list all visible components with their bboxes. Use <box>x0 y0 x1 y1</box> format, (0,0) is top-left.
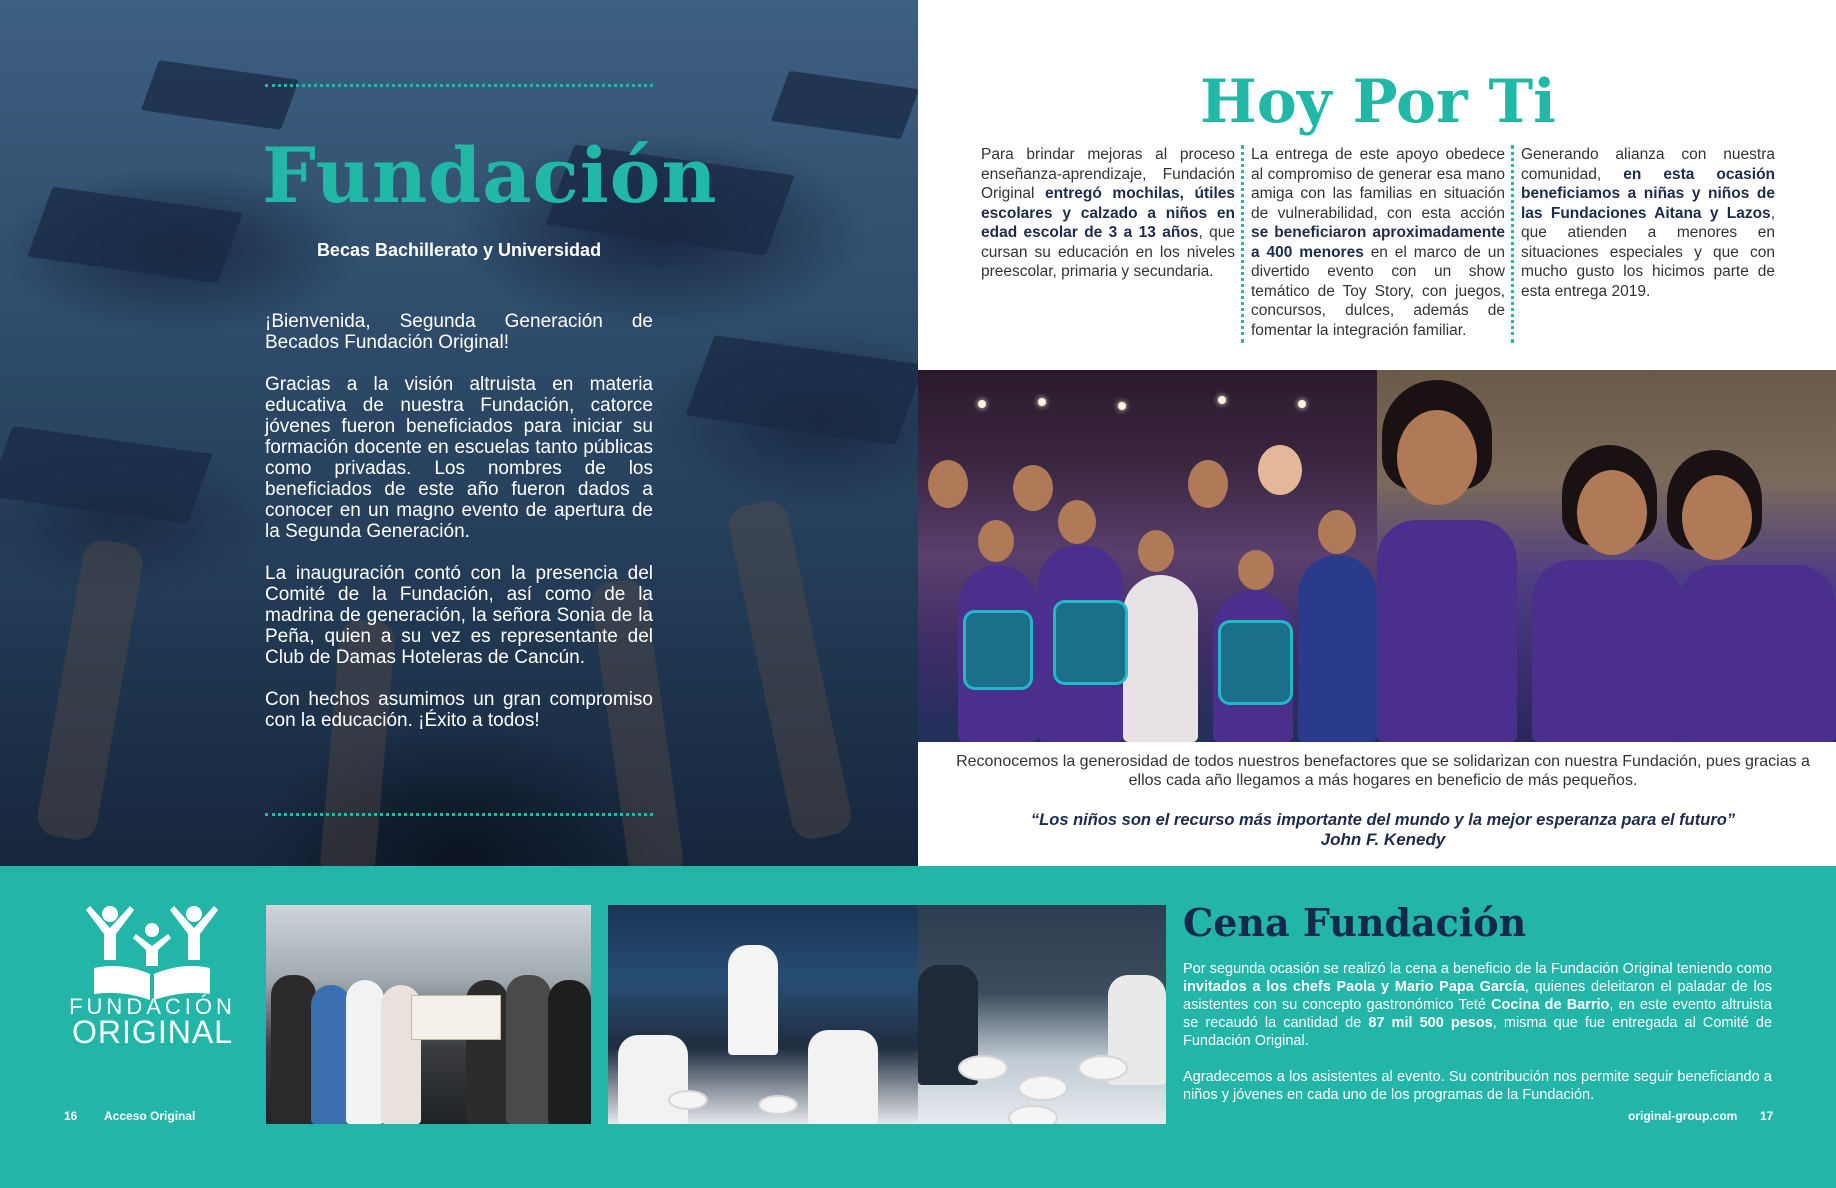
fundacion-body <box>265 311 653 752</box>
dinner-toast-photo <box>918 905 1166 1124</box>
paragraph: Agradecemos a los asistentes al evento. Su contribución nos permite seguir beneficiando a niños y jóvenes en cada uno de los programas de la Fundación. <box>1183 1069 1772 1103</box>
quote-author: John F. Kenedy <box>1320 830 1446 849</box>
paragraph: Por segunda ocasión se realizó la cena a beneficio de la Fundación Original teniendo como invitados a los chefs Paola y Mario Papa García, quienes deleitaron el paladar de los asistentes con su concepto gastronómico Teté Cocina de Barrio, en este evento altruista se recaudó la cantidad de 87 mil 500 pesos, misma que fue entregada al Comité de Fundación Original. <box>1183 961 1773 1049</box>
benefactors-caption: Reconocemos la generosidad de todos nuestros benefactores que se solidarizan con nuestra Fundación, pues gracias a ellos cada año llegamos a más hogares en beneficio de más pequeños. <box>956 753 1810 789</box>
hoy-column-1: Para brindar mejoras al proceso enseñanza-aprendizaje, Fundación Original entregó mochilas, útiles escolares y calzado a niños en edad escolar de 3 a 13 años, que cursan su educación en los niveles preescolar, primaria y secundaria. <box>981 146 1235 280</box>
logo-text-original: ORIGINAL <box>72 1014 233 1050</box>
hoy-column-3: Generando alianza con nuestra comunidad, en esta ocasión beneficiamos a niñas y niños de las Fundaciones Aitana y Lazos, que atienden a menores en situaciones especiales y que con mucho gusto los hicimos parte de esta entrega 2019. <box>1521 146 1775 300</box>
cena-fundacion-title: Cena Fundación <box>1183 900 1527 945</box>
hoy-por-ti-title: Hoy Por Ti <box>1200 67 1556 137</box>
logo-text-fundacion: FUNDACIÓN <box>69 994 236 1019</box>
page-number-left: 16 <box>64 1109 78 1123</box>
magazine-name: Acceso Original <box>104 1109 196 1123</box>
quote-text: “Los niños son el recurso más importante del mundo y la mejor esperanza para el futuro” <box>1030 811 1736 829</box>
top-divider <box>265 84 653 87</box>
website-link[interactable]: original-group.com <box>1628 1109 1738 1123</box>
paragraph: Con hechos asumimos un gran compromiso con la educación. ¡Éxito a todos! <box>265 689 653 731</box>
hoy-column-2: La entrega de este apoyo obedece al compromiso de generar esa mano amiga con las familias en situación de vulnerabilidad, con esta acción se beneficiaron aproximadamente a 400 menores en el marco de un divertido evento con un show temático de Toy Story, con juegos, concursos, dulces, además de fomentar la integración familiar. <box>1251 146 1505 339</box>
column-divider <box>1511 145 1514 343</box>
fundacion-title: Fundación <box>262 131 718 220</box>
fundacion-subtitle: Becas Bachillerato y Universidad <box>316 240 602 260</box>
paragraph: Gracias a la visión altruista en materia educativa de nuestra Fundación, catorce jóvenes fueron beneficiados para iniciar su formación docente en escuelas tanto públicas como privadas. Los nombres de los beneficiados de este año fueron dados a conocer en un magno evento de apertura de la Segunda Generación. <box>265 374 653 542</box>
graduation-photo-panel <box>0 0 918 866</box>
cena-body <box>1183 960 1772 1122</box>
check-presentation-photo <box>266 905 591 1124</box>
aitana-kids-photo <box>1377 370 1836 742</box>
dinner-speaker-photo <box>608 905 932 1124</box>
column-divider <box>1241 145 1244 343</box>
paragraph: ¡Bienvenida, Segunda Generación de Becados Fundación Original! <box>265 311 653 353</box>
page-number-right: 17 <box>1760 1109 1774 1123</box>
bottom-divider <box>265 813 653 816</box>
kids-backpacks-photo <box>918 370 1377 742</box>
paragraph: La inauguración contó con la presencia del Comité de la Fundación, así como de la madrina de generación, la señora Sonia de la Peña, quien a su vez es representante del Club de Damas Hoteleras de Cancún. <box>265 563 653 668</box>
